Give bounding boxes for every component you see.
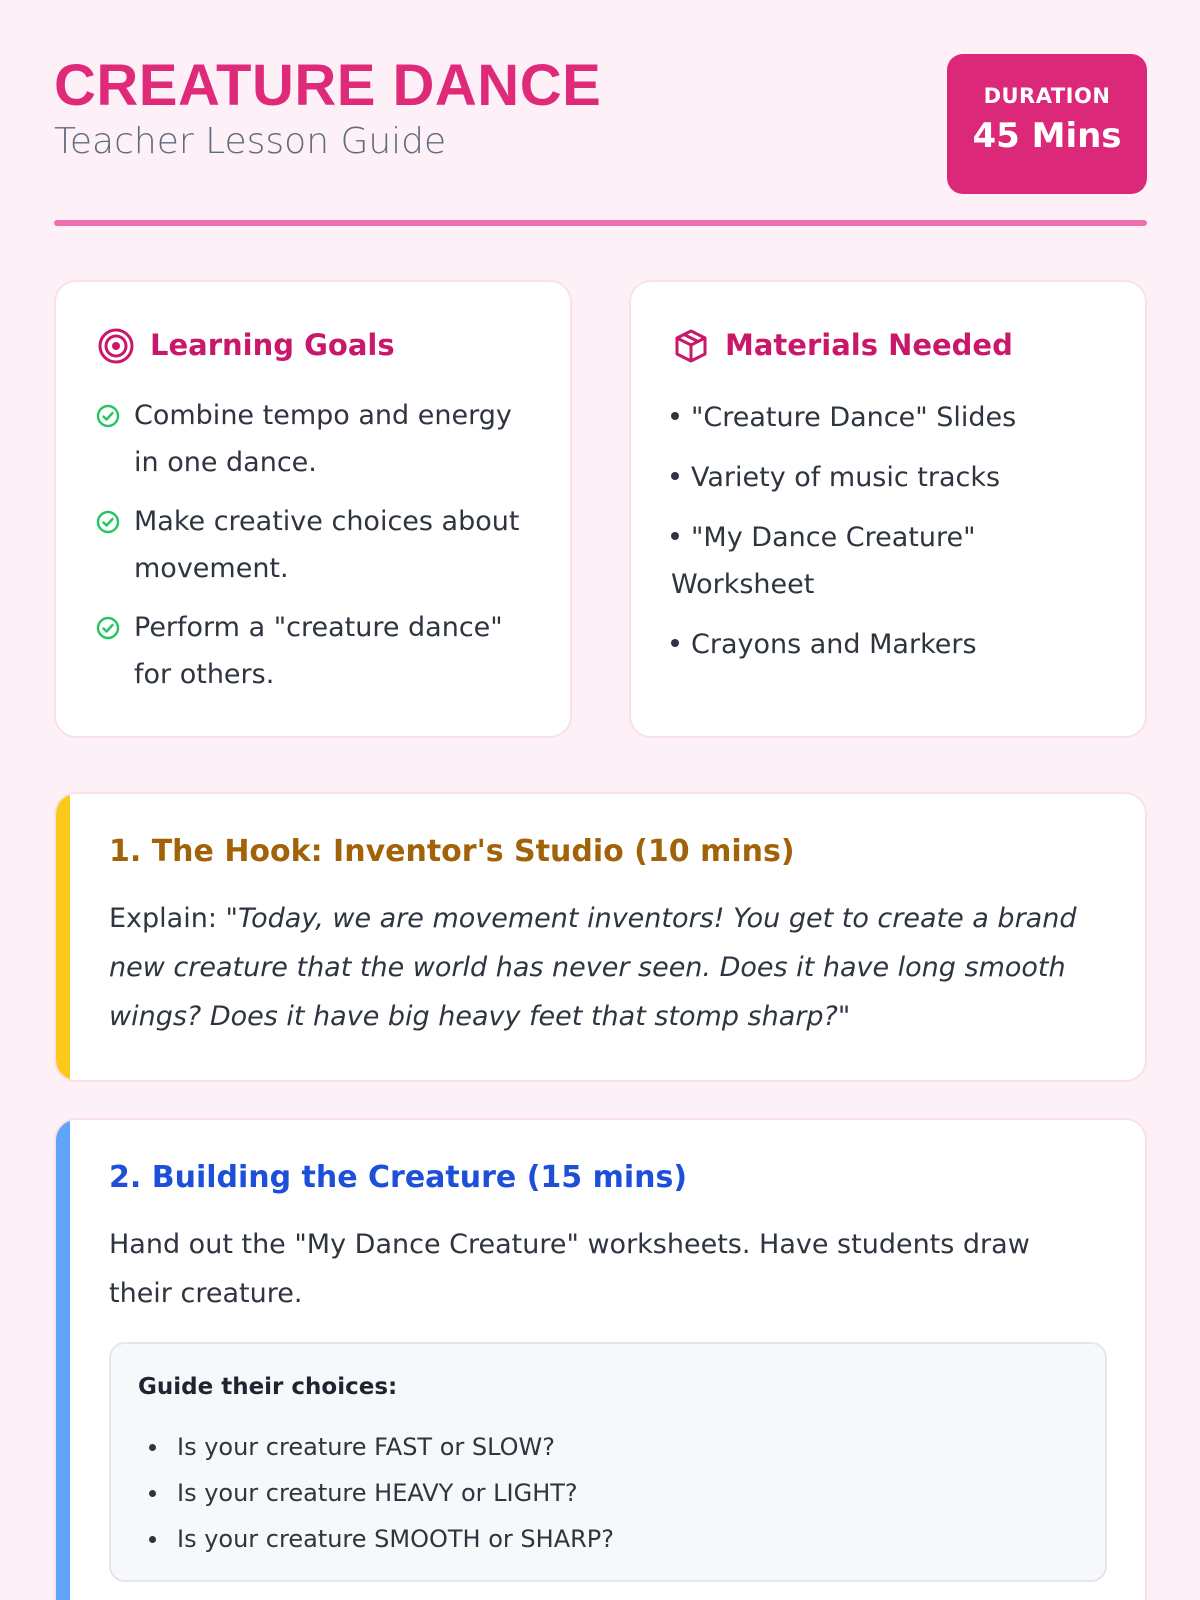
step-accent-bar — [56, 794, 70, 1080]
duration-label: DURATION — [983, 84, 1111, 108]
guide-title: Guide their choices: — [138, 1374, 398, 1400]
material-text: "Creature Dance" Slides — [691, 402, 1017, 433]
check-circle-icon — [96, 404, 120, 428]
learning-goals-list — [96, 392, 536, 710]
step-hook-card — [54, 792, 1147, 1082]
list-item — [671, 621, 1111, 668]
guide-list — [149, 1424, 614, 1562]
list-item: Is your creature FAST or SLOW? — [149, 1424, 614, 1470]
list-item — [96, 392, 536, 486]
materials-card — [629, 280, 1147, 738]
step-title: 2. Building the Creature (15 mins) — [109, 1160, 688, 1195]
page-subtitle: Teacher Lesson Guide — [54, 121, 447, 162]
material-text: Crayons and Markers — [691, 629, 977, 660]
goal-text: Make creative choices about movement. — [134, 506, 520, 584]
bullet — [671, 472, 679, 480]
step-lead: Explain: — [109, 903, 217, 934]
materials-list — [671, 394, 1111, 681]
goal-text: Perform a "creature dance" for others. — [134, 612, 503, 690]
list-item — [671, 394, 1111, 441]
list-item — [671, 454, 1111, 501]
step-body: Hand out the "My Dance Creature" worksheets. Have students draw their creature. — [109, 1229, 1030, 1309]
list-item — [96, 604, 536, 698]
bullet — [671, 639, 679, 647]
page-header — [54, 52, 1147, 222]
bullet — [671, 412, 679, 420]
learning-goals-card — [54, 280, 572, 738]
step-body — [109, 894, 1099, 1041]
list-item — [671, 514, 1111, 608]
learning-goals-title: Learning Goals — [150, 328, 395, 362]
list-item: Is your creature HEAVY or LIGHT? — [149, 1470, 614, 1516]
guide-box — [109, 1342, 1107, 1582]
bullet — [671, 532, 679, 540]
material-text: Variety of music tracks — [691, 462, 1001, 493]
check-circle-icon — [96, 616, 120, 640]
goal-text: Combine tempo and energy in one dance. — [134, 400, 512, 478]
step-title: 1. The Hook: Inventor's Studio (10 mins) — [109, 834, 795, 869]
materials-title: Materials Needed — [725, 328, 1013, 362]
duration-value: 45 Mins — [972, 116, 1122, 156]
check-circle-icon — [96, 510, 120, 534]
duration-badge — [947, 54, 1147, 194]
target-icon — [98, 328, 134, 364]
box-icon — [673, 328, 709, 364]
page-title: CREATURE DANCE — [54, 53, 602, 118]
step-quote: "Today, we are movement inventors! You get to create a brand new creature that the world has never seen. Does it have long smooth wings? Does it have big heavy feet that stomp sharp?" — [109, 903, 1077, 1032]
list-item: Is your creature SMOOTH or SHARP? — [149, 1516, 614, 1562]
step-building-card — [54, 1118, 1147, 1600]
material-text: "My Dance Creature" Worksheet — [671, 522, 976, 600]
header-divider — [54, 220, 1147, 226]
list-item — [96, 498, 536, 592]
step-accent-bar — [56, 1120, 70, 1600]
